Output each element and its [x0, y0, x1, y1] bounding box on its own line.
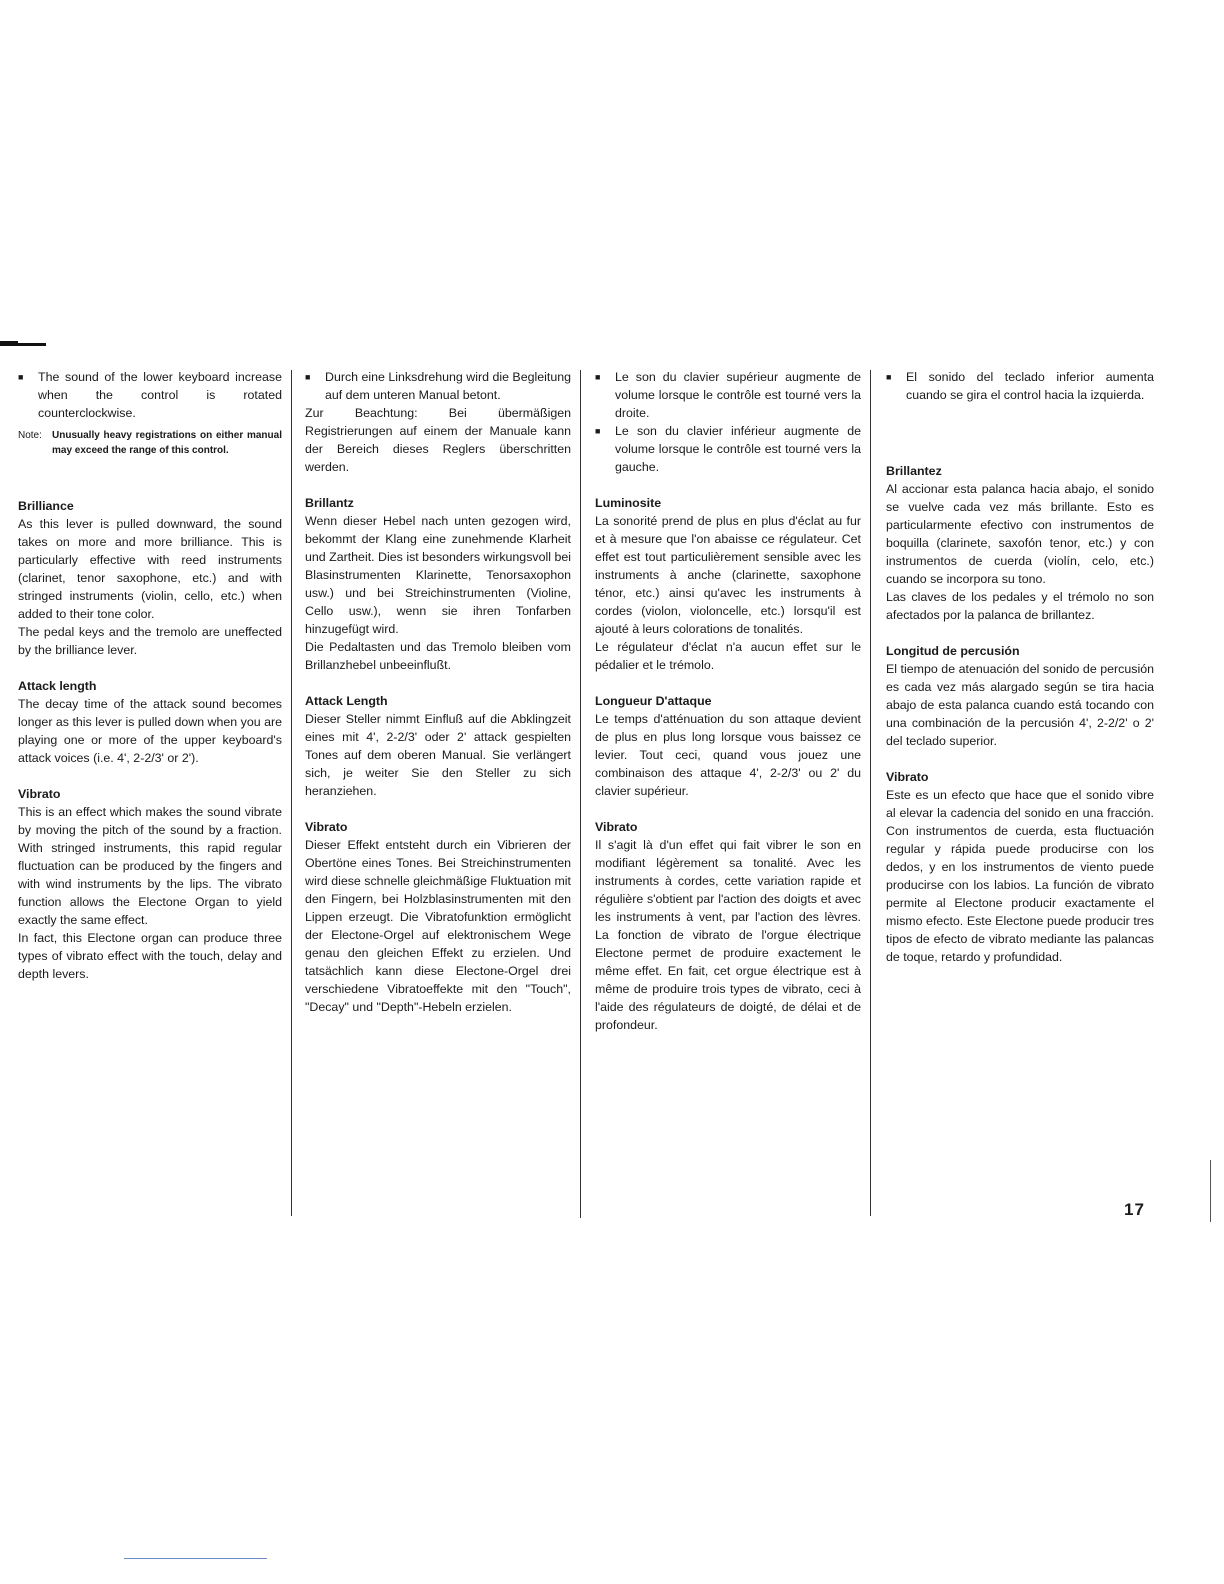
paragraph: Le temps d'atténuation du son attaque devient de plus en plus long lorsque vous baissez ce levier. Tout ceci, quand vous jouez une combinaison des attaque 4', 2-2/3' ou 2' du clavier supérieur.: [595, 712, 861, 798]
paragraph: Dieser Steller nimmt Einfluß auf die Abklingzeit eines mit 4', 2-2/3' oder 2' attack gespielten Tones auf dem oberen Manual. Sie verlängert sich, je weiter Sie den Steller zu sich heranziehen.: [305, 712, 571, 798]
edge-mark: [1210, 1160, 1211, 1222]
section-heading: Vibrato: [305, 820, 348, 834]
column-divider: [291, 370, 292, 1216]
note: [18, 428, 282, 458]
bullet-icon: ■: [18, 372, 24, 382]
paragraph: Wenn dieser Hebel nach unten gezogen wird, bekommt der Klang eine zunehmende Klarheit und Zartheit. Dies ist besonders wirkungsvoll bei Blasinstrumenten Klarinette, Tenorsaxophon usw.) und bei Streichinstrumenten (Violine, Cello usw.), wenn sie ihren Tonfarben hinzugefügt wird.: [305, 514, 571, 636]
french-column: [595, 368, 861, 1034]
bullet-icon: ■: [595, 426, 601, 436]
section-heading: Vibrato: [886, 770, 929, 784]
spanish-column: [886, 368, 1154, 966]
german-column: [305, 368, 571, 1016]
paragraph: Al accionar esta palanca hacia abajo, el sonido se vuelve cada vez más brillante. Esto es particularmente efectivo con instrumentos de boquilla (clarinete, saxofón tenor, etc.) y con instrumentos de cuerda (violín, celo, etc.) cuando se incorpora su tono.: [886, 482, 1154, 586]
paragraph: As this lever is pulled downward, the sound takes on more and more brilliance. This is particularly effective with reed instruments (clarinet, tenor saxophone, etc.) and with stringed instruments (violin, cello, etc.) when added to their tone color.: [18, 517, 282, 621]
bullet-text: El sonido del teclado inferior aumenta cuando se gira el control hacia la izquierda.: [906, 370, 1154, 402]
corner-crop-mark: [0, 343, 46, 346]
bullet-icon: ■: [595, 372, 601, 382]
section-heading: Brilliance: [18, 499, 74, 513]
bottom-rule: [124, 1558, 267, 1559]
intro-text: The sound of the lower keyboard increase when the control is rotated counterclockwise.: [38, 370, 282, 420]
section-heading: Brillantz: [305, 496, 354, 510]
column-divider: [580, 370, 581, 1218]
paragraph: The pedal keys and the tremolo are uneffected by the brilliance lever.: [18, 625, 282, 657]
paragraph: El tiempo de atenuación del sonido de percusión es cada vez más alargado según se tira hacia abajo de esta palanca cuando está tocando con una combinación de la percusión 4', 2-2/2' o 2' del teclado superior.: [886, 662, 1154, 748]
paragraph: This is an effect which makes the sound vibrate by moving the pitch of the sound by a fraction. With stringed instruments, this rapid regular fluctuation can be produced by the fingers and with wind instruments by the lips. The vibrato function allows the Electone Organ to yield exactly the same effect.: [18, 805, 282, 927]
paragraph: The decay time of the attack sound becomes longer as this lever is pulled down when you are playing one or more of the upper keyboard's attack voices (i.e. 4', 2-2/3' or 2').: [18, 697, 282, 765]
bullet-icon: ■: [305, 372, 311, 382]
bullet-item: [595, 422, 861, 476]
page-number: 17: [1124, 1200, 1145, 1219]
section-heading: Luminosite: [595, 496, 662, 510]
bullet-text: Le son du clavier supérieur augmente de volume lorsque le contrôle est tourné vers la droite.: [615, 370, 861, 420]
note-text: Unusually heavy registrations on either manual may exceed the range of this control.: [52, 430, 282, 456]
paragraph: Dieser Effekt entsteht durch ein Vibrieren der Obertöne eines Tones. Bei Streichinstrumenten wird diese schnelle gleichmäßige Fluktuation mit den Fingern, bei Holzblasinstrumenten mit den Lippen erzeugt. Die Vibratofunktion ermöglicht der Electone-Orgel auf elektronischem Wege genau den gleichen Effekt zu erzielen. Und tatsächlich kann diese Electone-Orgel drei verschiedene Vibratoeffekte mit den "Touch", "Decay" und "Depth"-Hebeln erzielen.: [305, 838, 571, 1014]
paragraph: Las claves de los pedales y el trémolo no son afectados por la palanca de brillantez.: [886, 590, 1154, 622]
bullet-item: [886, 368, 1154, 404]
section-heading: Attack Length: [305, 694, 388, 708]
english-column: [18, 368, 282, 983]
bullet-icon: ■: [886, 372, 892, 382]
paragraph: Le régulateur d'éclat n'a aucun effet sur le pédalier et le trémolo.: [595, 640, 861, 672]
column-divider: [870, 370, 871, 1216]
paragraph: La sonorité prend de plus en plus d'éclat au fur et à mesure que l'on abaisse ce régulateur. Cet effet est tout particulièrement sensible avec les instruments à anche (clarinette, saxophone ténor, etc.) ainsi qu'avec les instruments à cordes (violon, violoncelle, etc.) lorsqu'il est ajouté à leurs colorations de tonalités.: [595, 514, 861, 636]
section-heading: Attack length: [18, 679, 97, 693]
bullet-item: [305, 368, 571, 404]
bullet-item: [595, 368, 861, 422]
section-heading: Brillantez: [886, 464, 942, 478]
section-heading: Longitud de percusión: [886, 644, 1020, 658]
intro-text: Durch eine Linksdrehung wird die Begleitung auf dem unteren Manual betont.: [325, 370, 571, 402]
section-heading: Longueur D'attaque: [595, 694, 712, 708]
paragraph: Este es un efecto que hace que el sonido vibre al elevar la cadencia del sonido en una fracción. Con instrumentos de cuerda, esta fluctuación regular y rápida puede producirse con los dedos, y en los instrumentos de viento puede producirse con los labios. La función de vibrato permite al Electone producir exactamente el mismo efecto. Este Electone puede producir tres tipos de efecto de vibrato mediante las palancas de toque, retardo y profundidad.: [886, 788, 1154, 964]
paragraph: Il s'agit là d'un effet qui fait vibrer le son en modifiant légèrement sa tonalité. Avec les instruments à cordes, cette variation rapide et régulière s'obtient par l'action des doigts et avec les instruments à vent, par l'action des lèvres. La fonction de vibrato de l'orgue électrique Electone permet de produire exactement le même effet. En fait, cet orgue électrique est à même de produire trois types de vibrato, ceci à l'aide des régulateurs de doigté, de délai et de profondeur.: [595, 838, 861, 1032]
paragraph: In fact, this Electone organ can produce three types of vibrato effect with the touch, delay and depth levers.: [18, 931, 282, 981]
section-heading: Vibrato: [18, 787, 61, 801]
section-heading: Vibrato: [595, 820, 638, 834]
note-text: Zur Beachtung: Bei übermäßigen Registrierungen auf einem der Manuale kann der Bereich dieses Reglers überschritten werden.: [305, 406, 571, 474]
bullet-item: [18, 368, 282, 422]
paragraph: Die Pedaltasten und das Tremolo bleiben vom Brillanzhebel unbeeinflußt.: [305, 640, 571, 672]
bullet-text: Le son du clavier inférieur augmente de volume lorsque le contrôle est tourné vers la gauche.: [615, 424, 861, 474]
note-label: Note:: [18, 430, 42, 441]
